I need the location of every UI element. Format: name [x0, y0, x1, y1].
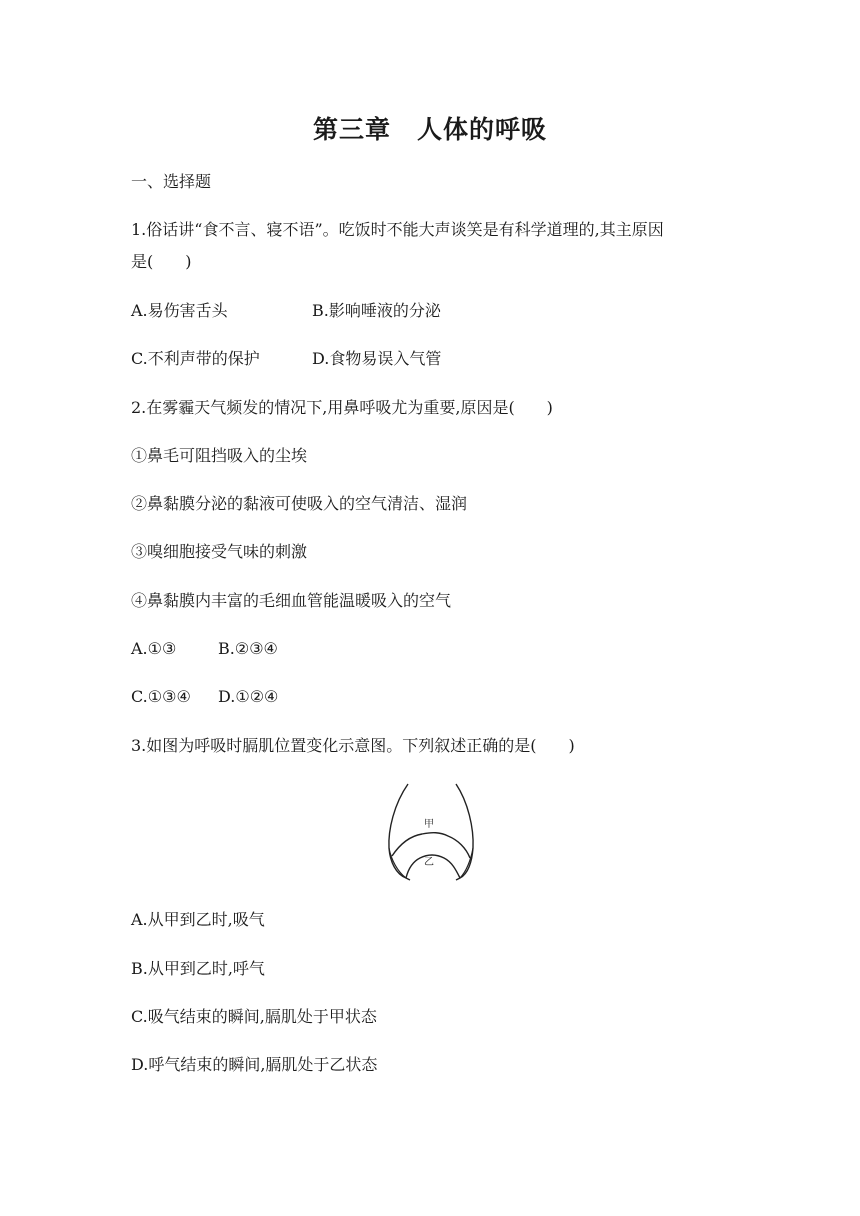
q2-stem: 2.在雾霾天气频发的情况下,用鼻呼吸尤为重要,原因是( ) [131, 398, 553, 417]
section-heading: 一、选择题 [131, 172, 212, 191]
chest-wall-right [456, 784, 473, 880]
figure-label-upper: 甲 [424, 819, 434, 830]
q1-option-b: B.影响唾液的分泌 [312, 301, 441, 320]
q1-option-c: C.不利声带的保护 [131, 349, 260, 368]
figure-label-lower: 乙 [424, 857, 434, 868]
q1-stem-line1: 1.俗话讲“食不言、寝不语”。吃饭时不能大声谈笑是有科学道理的,其主原因 [131, 220, 664, 239]
q2-option-d: D.①②④ [218, 687, 279, 706]
q3-option-d: D.呼气结束的瞬间,膈肌处于乙状态 [131, 1055, 378, 1074]
q3-option-c: C.吸气结束的瞬间,膈肌处于甲状态 [131, 1007, 377, 1026]
q2-option-c: C.①③④ [131, 687, 191, 706]
q2-option-b: B.②③④ [218, 639, 278, 658]
q2-statement-2: ②鼻黏膜分泌的黏液可使吸入的空气清洁、湿润 [131, 494, 468, 513]
diaphragm-diagram [386, 782, 478, 886]
q1-option-a: A.易伤害舌头 [131, 301, 228, 320]
q3-option-b: B.从甲到乙时,呼气 [131, 959, 265, 978]
q2-statement-4: ④鼻黏膜内丰富的毛细血管能温暖吸入的空气 [131, 591, 452, 610]
q2-statement-1: ①鼻毛可阻挡吸入的尘埃 [131, 446, 308, 465]
diaphragm-left-tip [389, 848, 406, 878]
q1-option-d: D.食物易误入气管 [312, 349, 442, 368]
q2-option-a: A.①③ [131, 639, 177, 658]
q2-statement-3: ③嗅细胞接受气味的刺激 [131, 542, 308, 561]
diaphragm-upper-curve [392, 833, 470, 858]
q3-option-a: A.从甲到乙时,吸气 [131, 910, 265, 929]
chapter-title: 第三章 人体的呼吸 [312, 115, 547, 144]
q1-stem-line2: 是( ) [131, 252, 192, 271]
q3-stem: 3.如图为呼吸时膈肌位置变化示意图。下列叙述正确的是( ) [131, 736, 575, 755]
chest-wall-left [389, 784, 410, 880]
